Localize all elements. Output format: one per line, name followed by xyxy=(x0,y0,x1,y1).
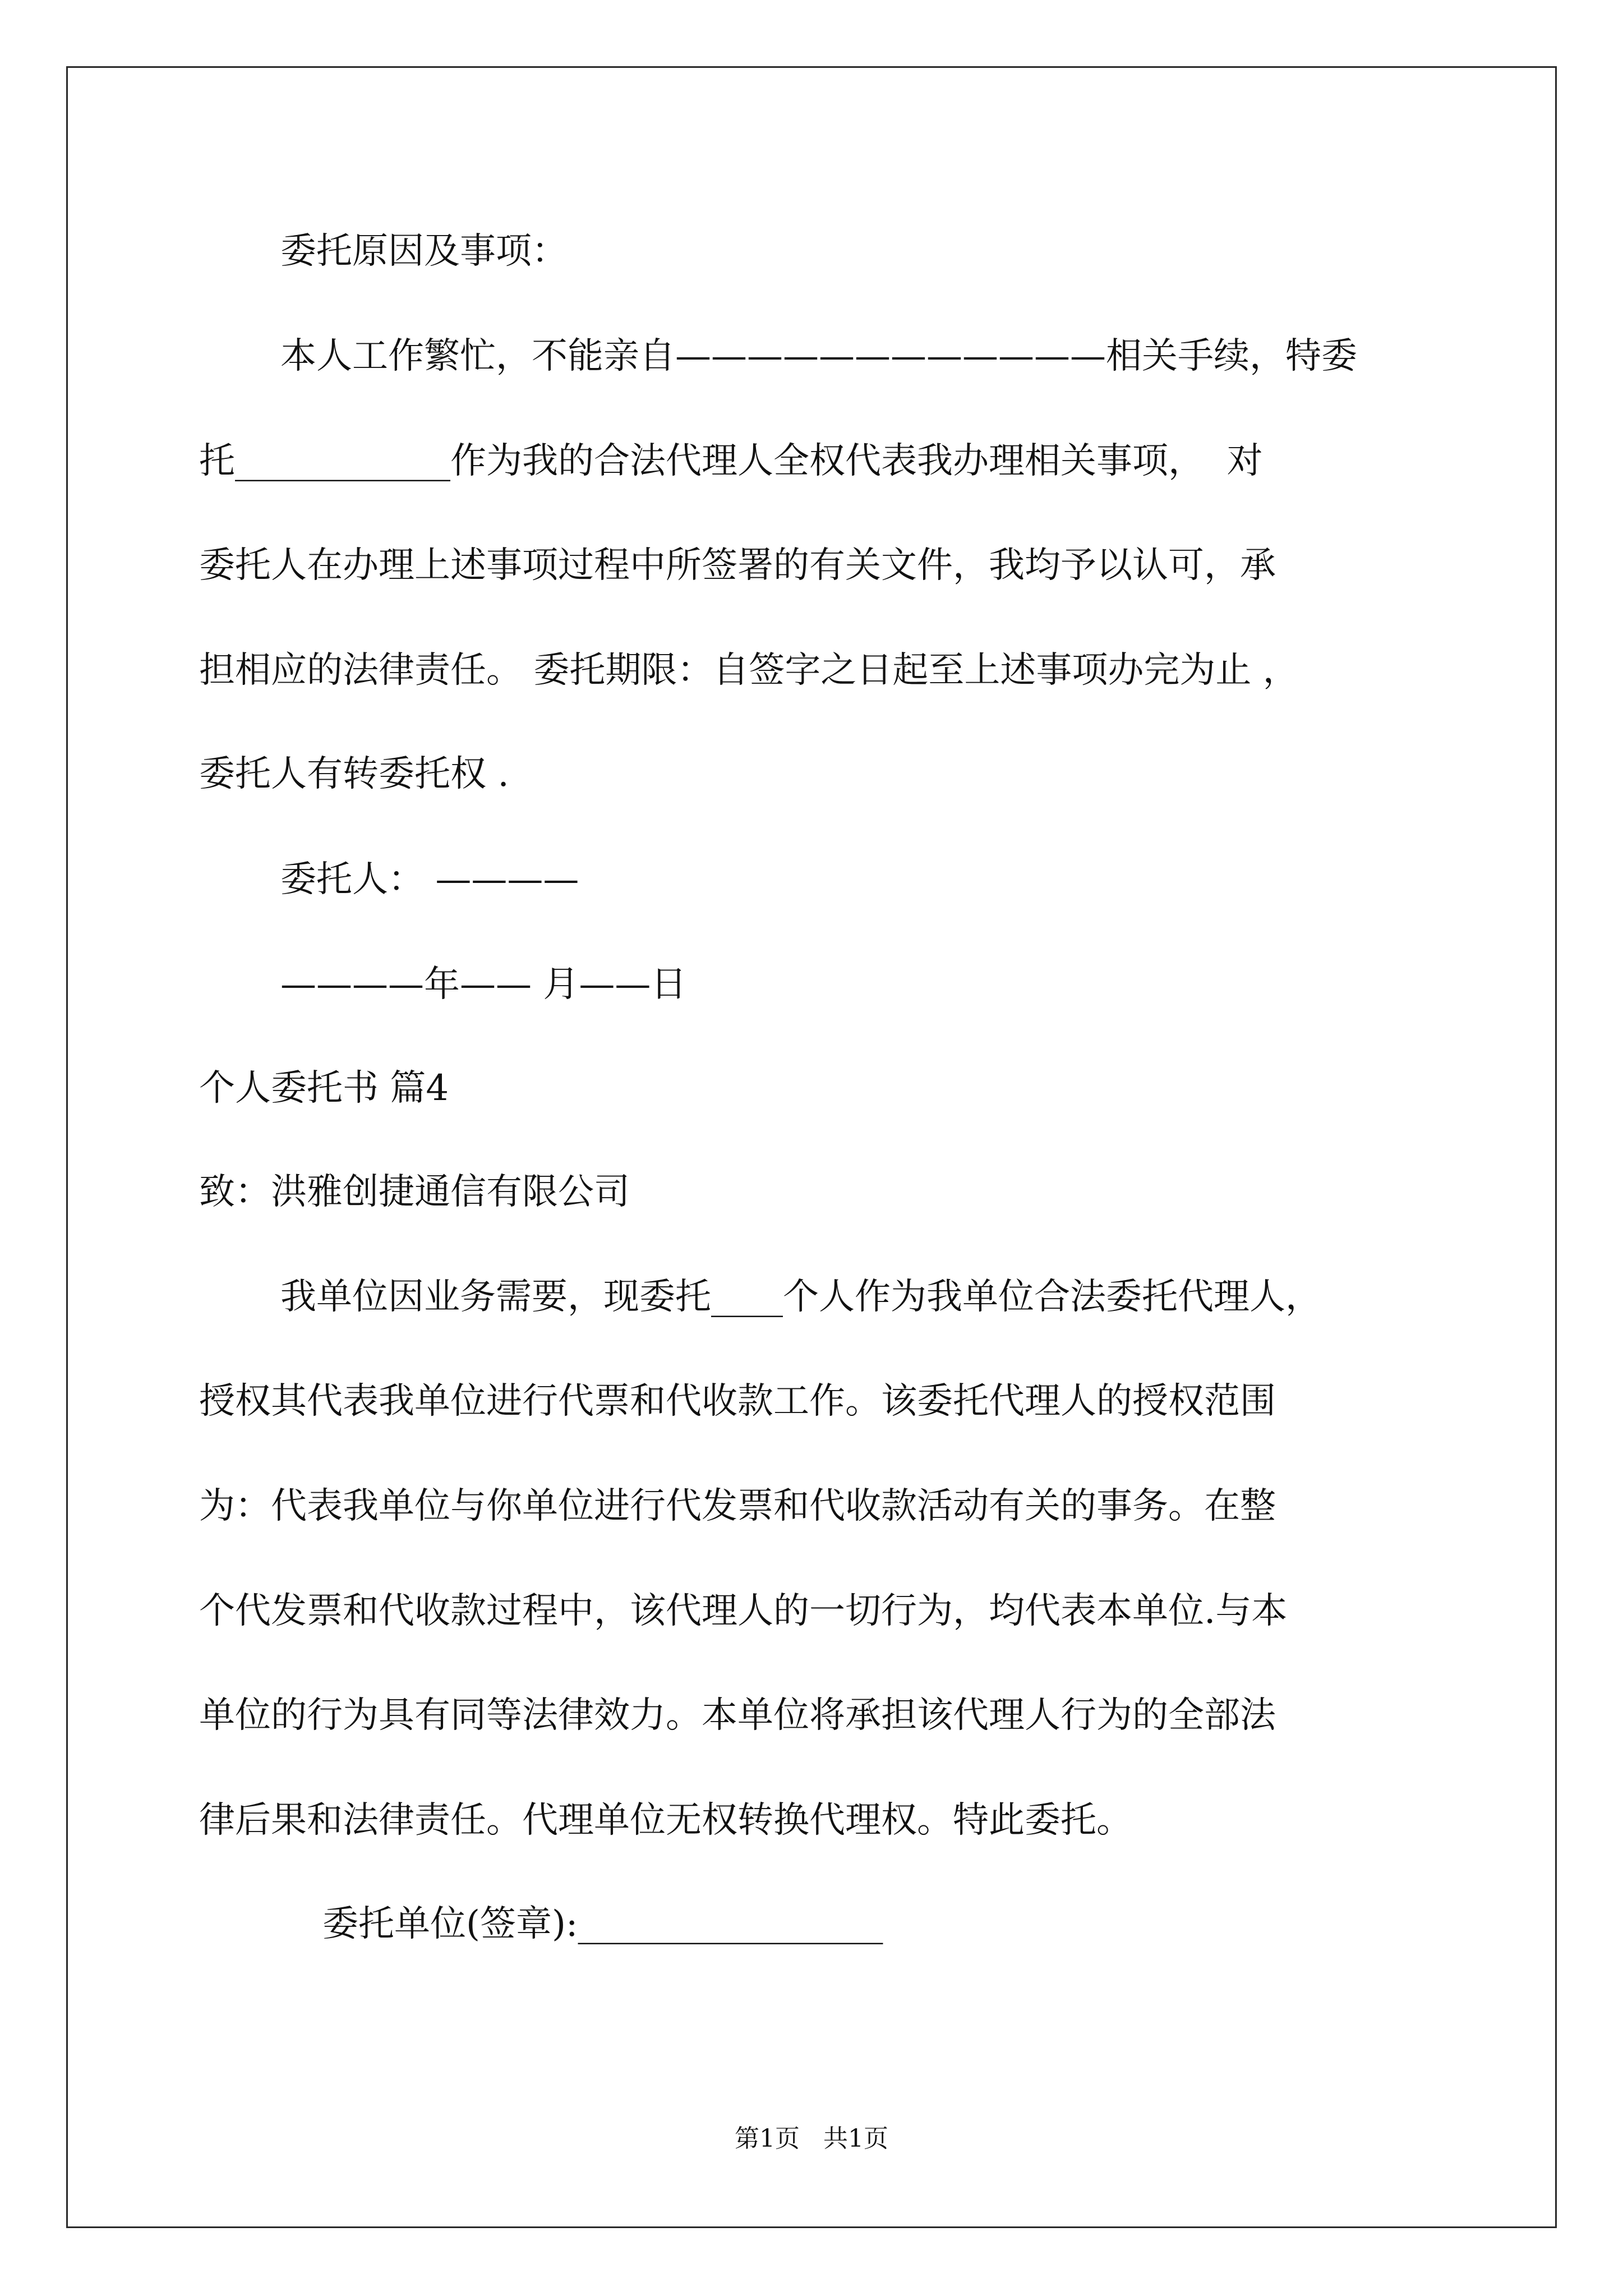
text-line: 单位的行为具有同等法律效力。本单位将承担该代理人行为的全部法 xyxy=(199,1695,1276,1736)
text-line: ————年—— 月——日 xyxy=(280,964,687,1005)
text-line: 托____________作为我的合法代理人全权代表我办理相关事项， 对 xyxy=(199,440,1263,482)
text-line: 个代发票和代收款过程中，该代理人的一切行为，均代表本单位.与本 xyxy=(199,1590,1288,1632)
text-line: 授权其代表我单位进行代票和代收款工作。该委托代理人的授权范围 xyxy=(199,1381,1276,1422)
text-line: 委托人在办理上述事项过程中所签署的有关文件，我均予以认可，承 xyxy=(199,545,1276,586)
text-line: 委托人有转委托权 . xyxy=(199,753,509,795)
text-line: 律后果和法律责任。代理单位无权转换代理权。特此委托。 xyxy=(199,1800,1132,1841)
text-line: 致：洪雅创捷通信有限公司 xyxy=(199,1171,630,1213)
signature-line: 委托单位(签章):_________________ xyxy=(322,1903,883,1945)
page-footer: 第1页 共1页 xyxy=(735,2124,888,2153)
text-line: 担相应的法律责任。 委托期限：自签字之日起至上述事项办完为止 ， xyxy=(199,650,1299,691)
text-line: 我单位因业务需要，现委托____个人作为我单位合法委托代理人， xyxy=(280,1276,1321,1318)
section-heading: 个人委托书 篇4 xyxy=(199,1068,449,1109)
text-line: 本人工作繁忙，不能亲自————————————相关手续，特委 xyxy=(280,335,1357,377)
text-line: 为：代表我单位与你单位进行代发票和代收款活动有关的事务。在整 xyxy=(199,1485,1276,1527)
text-line: 委托原因及事项： xyxy=(280,231,568,272)
text-line: 委托人： ———— xyxy=(280,859,579,900)
